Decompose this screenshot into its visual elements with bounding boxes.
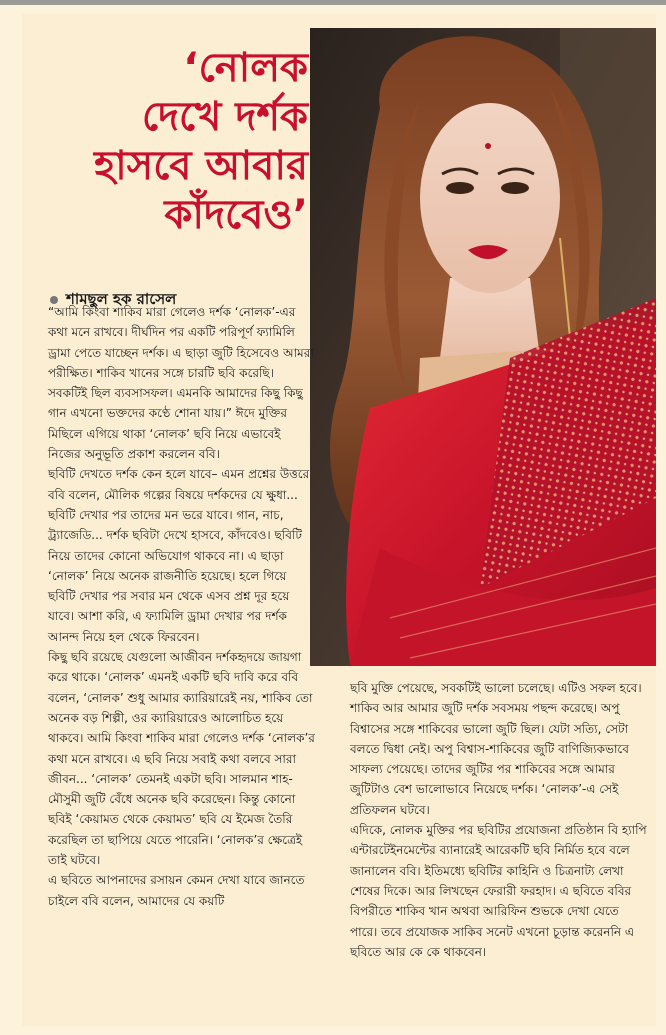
headline-line-1: ‘নোলক	[183, 45, 308, 91]
headline	[22, 44, 308, 240]
article-column-left	[48, 302, 316, 911]
headline-line-2: দেখে দর্শক	[141, 94, 308, 140]
paragraph: “আমি কিংবা শাকিব মারা গেলেও দর্শক ‘নোলক’-এর কথা মনে রাখবে। দীর্ঘদিন পর একটি পরিপূর্ণ ফ্যামিলি ড্রামা পেতে যাচ্ছেন দর্শক। এ ছাড়া জুটি হিসেবেও আমরা পরীক্ষিত। শাকিব খানের সঙ্গে চারটি ছবি করেছি। সবকটিই ছিল ব্যবসাসফল। এমনকি আমাদের কিছু কিছু গান এখনো ভক্তদের কণ্ঠে শোনা যায়।” ঈদে মুক্তির মিছিলে এগিয়ে থাকা ‘নোলক’ ছবি নিয়ে এভাবেই নিজের অনুভূতি প্রকাশ করলেন ববি।	[48, 305, 314, 462]
headline-line-3: হাসবে আবার	[94, 143, 308, 189]
newspaper-page	[22, 14, 656, 1026]
paragraph: ছবিটি দেখতে দর্শক কেন হলে যাবে– এমন প্রশ্নের উত্তরে ববি বলেন, মৌলিক গল্পের বিষয়ে দর্শকদের যে ক্ষুধা... ছবিটি দেখার পর তাদের মন ভরে যাবে। গান, নাচ, ট্র্যাজেডি... দর্শক ছবিটা দেখে হাসবে, কাঁদবেও। ছবিটি নিয়ে তাদের কোনো অভিযোগ থাকবে না। এ ছাড়া ‘নোলক’ নিয়ে অনেক রাজনীতি হয়েছে। হলে গিয়ে ছবিটি দেখার পর সবার মন থেকে এসব প্রশ্ন দূর হয়ে যাবে। আশা করি, এ ফ্যামিলি ড্রামা দেখার পর দর্শক আনন্দ নিয়ে হল থেকে ফিরবেন।	[48, 467, 310, 644]
headline-line-4: কাঁদবেও’	[164, 192, 308, 238]
paragraph: এ ছবিতে আপনাদের রসায়ন কেমন দেখা যাবে জানতে চাইলে ববি বলেন, আমাদের যে কয়টি	[48, 873, 305, 908]
article-photo	[310, 28, 656, 666]
author-name: শামছুল হক রাসেল	[66, 290, 177, 308]
article-column-right	[350, 678, 648, 962]
paragraph: ছবি মুক্তি পেয়েছে, সবকটিই ভালো চলেছে। এটিও সফল হবে। শাকিব আর আমার জুটি দর্শক সবসময় পছন্দ করেছে। অপু বিশ্বাসের সঙ্গে শাকিবের ভালো জুটি ছিল। যেটা সত্যি, সেটা বলতে দ্বিধা নেই। অপু বিশ্বাস-শাকিবের জুটি বাণিজ্যিকভাবে সাফল্য পেয়েছে। তাদের জুটির পর শাকিবের সঙ্গে আমার জুটিটাও বেশ ভালোভাবে নিয়েছে দর্শক। ‘নোলক’-এ সেই প্রতিফলন ঘটবে।	[350, 681, 642, 817]
paragraph: এদিকে, নোলক মুক্তির পর ছবিটির প্রযোজনা প্রতিষ্ঠান বি হ্যাপি এন্টারটেইনমেন্টের ব্যানারেই আরেকটি ছবি নির্মিত হবে বলে জানালেন ববি। ইতিমধ্যে ছবিটির কাহিনি ও চিত্রনাট্য লেখা শেষের দিকে। আর লিখছেন ফেরারী ফরহাদ। এ ছবিতে ববির বিপরীতে শাকিব খান অথবা আরিফিন শুভকে দেখা যেতে পারে। তবে প্রযোজক সাকিব সনেট এখনো চূড়ান্ত করেননি এ ছবিতে আর কে কে থাকবেন।	[350, 823, 647, 959]
top-border	[0, 0, 666, 5]
actress-portrait-illustration	[310, 28, 656, 666]
paragraph: কিছু ছবি রয়েছে যেগুলো আজীবন দর্শকহৃদয়ে জায়গা করে থাকে। ‘নোলক’ এমনই একটি ছবি দাবি করে ববি বলেন, ‘নোলক’ শুধু আমার ক্যারিয়ারেই নয়, শাকিব তো অনেক বড় শিল্পী, ওর ক্যারিয়ারেও আলোচিত হয়ে থাকবে। আমি কিংবা শাকিব মারা গেলেও দর্শক ‘নোলক’র কথা মনে রাখবে। এ ছবি নিয়ে সবাই কথা বলবে সারা জীবন... ‘নোলক’ তেমনই একটা ছবি। সালমান শাহ-মৌসুমী জুটি বেঁধে অনেক ছবি করেছেন। কিন্তু কোনো ছবিই ‘কেয়ামত থেকে কেয়ামত’ ছবি যে ইমেজ তৈরি করেছিল তা ছাপিয়ে যেতে পারেনি। ‘নোলক’র ক্ষেত্রেই তাই ঘটবে।	[48, 650, 315, 868]
